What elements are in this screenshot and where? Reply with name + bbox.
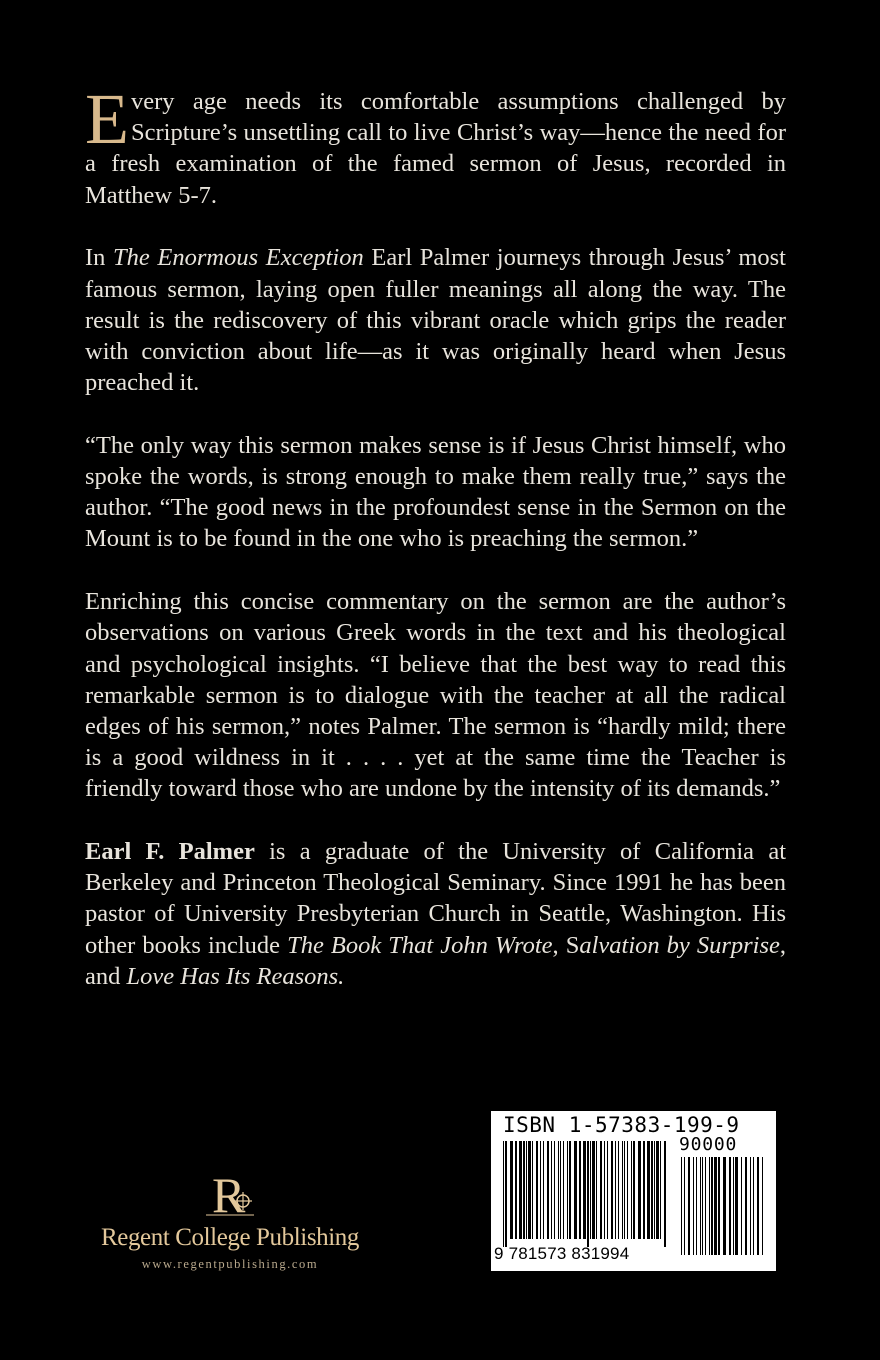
other-book-3: Love Has Its Reasons. [126,962,345,990]
blurb-paragraph-1 [85,79,786,211]
barcode-bar [607,1141,608,1239]
barcode-bar [558,1141,559,1239]
addon-bar [762,1157,763,1255]
other-book-1: The Book That John Wrote [287,931,553,959]
price-addon-number: 90000 [679,1134,738,1155]
barcode-bar [536,1141,538,1239]
author-bio-text: is a graduate of the University of California at Berkeley and Princeton Theological Seminary. Since 1991 he has been pastor of University Presbyterian Church in Seattle, Washington. His other books include [85,838,787,959]
blurb-p1-text: very age needs its comfortable assumptions challenged by Scripture’s unsettling call to live Christ’s way—hence the need for a fresh examination of the famed sermon of Jesus, recorded in Matthew 5-7. [85,88,786,209]
barcode-bar [560,1141,561,1239]
isbn-barcode [491,1111,776,1271]
barcode-bar [526,1141,527,1239]
publisher-name: Regent College Publishing [100,1224,360,1251]
barcode-bar [627,1141,628,1239]
bio-separator-1: , S [552,931,580,959]
addon-bar [684,1157,685,1255]
barcode-bar [654,1141,655,1239]
blurb-paragraph-2 [85,242,786,398]
barcode-bar [647,1141,650,1239]
addon-bar [702,1157,703,1255]
barcode-bar [600,1141,602,1239]
barcode-bar [515,1141,517,1239]
addon-bar [741,1157,742,1255]
barcode-bar [592,1141,595,1239]
logo-letter: R [212,1168,246,1222]
barcode-bar [563,1141,564,1239]
ean-number: 9 781573 831994 [494,1244,630,1263]
barcode-bar [622,1141,623,1239]
addon-bar [705,1157,706,1255]
barcode-bar [523,1141,525,1239]
blurb-p2-prefix: In [85,244,114,272]
barcode-bar [618,1141,619,1239]
barcode-bar [611,1141,613,1239]
barcode-bar [528,1141,531,1239]
bio-separator-2: , and [85,931,786,990]
addon-bar [696,1157,697,1255]
barcode-bar [543,1141,544,1239]
other-book-2: alvation by Surprise [579,931,780,959]
barcode-bar [643,1141,645,1239]
addon-bar [693,1157,694,1255]
addon-bar [723,1157,726,1255]
barcode-bar [551,1141,552,1239]
addon-bar [688,1157,690,1255]
addon-bar [750,1157,751,1255]
blurb-paragraph-3: “The only way this sermon makes sense is if Jesus Christ himself, who spoke the words, is strong enough to make them really true,” says the author. “The good news in the profoundest sense in the Sermon on the Mount is to be found in the one who is preaching the sermon.” [85,431,786,553]
back-cover-copy [85,79,787,1024]
addon-bar [714,1157,717,1255]
author-bio [85,836,786,992]
drop-cap: E [85,79,129,159]
addon-bar [709,1157,710,1255]
barcode-bar [569,1141,571,1239]
barcode-bar [567,1141,568,1239]
barcode-bar [583,1141,586,1239]
addon-bar [700,1157,701,1255]
barcode-bar [519,1141,522,1239]
barcode-bar [638,1141,641,1239]
addon-bar [681,1157,682,1255]
barcode-bar [631,1141,632,1239]
publisher-block [80,1168,380,1272]
barcode-bar [532,1141,533,1239]
publisher-logo [200,1168,260,1222]
barcode-bar [540,1141,541,1239]
barcode-bar [660,1141,661,1239]
barcode-bar [664,1141,666,1247]
barcode-bar [604,1141,605,1239]
barcode-bar [510,1141,513,1239]
barcode-bar [596,1141,597,1239]
book-title: The Enormous Exception [113,244,364,272]
addon-bar [753,1157,754,1255]
barcode-bar [574,1141,577,1239]
barcode-bar [624,1141,625,1239]
publisher-url: www.regentpublishing.com [141,1257,319,1271]
barcode-bar [503,1141,504,1247]
barcode-bar [656,1141,659,1239]
addon-bar [745,1157,747,1255]
author-name: Earl F. Palmer [85,838,255,866]
addon-bar [729,1157,731,1255]
barcode-bar [579,1141,581,1239]
barcode-bar [590,1141,591,1239]
addon-bar [757,1157,759,1255]
barcode-bar [505,1141,507,1247]
addon-bar [718,1157,720,1255]
barcode-bar [554,1141,555,1239]
blurb-p2-text: Earl Palmer journeys through Jesus’ most famous sermon, laying open fuller meanings all along the way. The result is the rediscovery of this vibrant oracle which grips the reader with conviction about life—as it was originally heard when Jesus preached it. [85,244,786,397]
barcode-bar [547,1141,549,1239]
isbn-label: ISBN 1-57383-199-9 [503,1113,740,1137]
barcode-bar [587,1141,589,1247]
addon-bar [711,1157,713,1255]
barcode-bar [633,1141,635,1239]
barcode-bar [615,1141,616,1239]
addon-bar [733,1157,734,1255]
addon-bar [735,1157,738,1255]
blurb-paragraph-4: Enriching this concise commentary on the sermon are the author’s observations on various Greek words in the text and his theological and psychological insights. “I believe that the best way to read this remarkable sermon is to dialogue with the teacher at all the radical edges of his sermon,” notes Palmer. The sermon is “hardly mild; there is a good wildness in it . . . . yet at the same time the Teacher is friendly toward those who are undone by the intensity of its demands.” [85,588,786,803]
barcode-bar [651,1141,653,1239]
